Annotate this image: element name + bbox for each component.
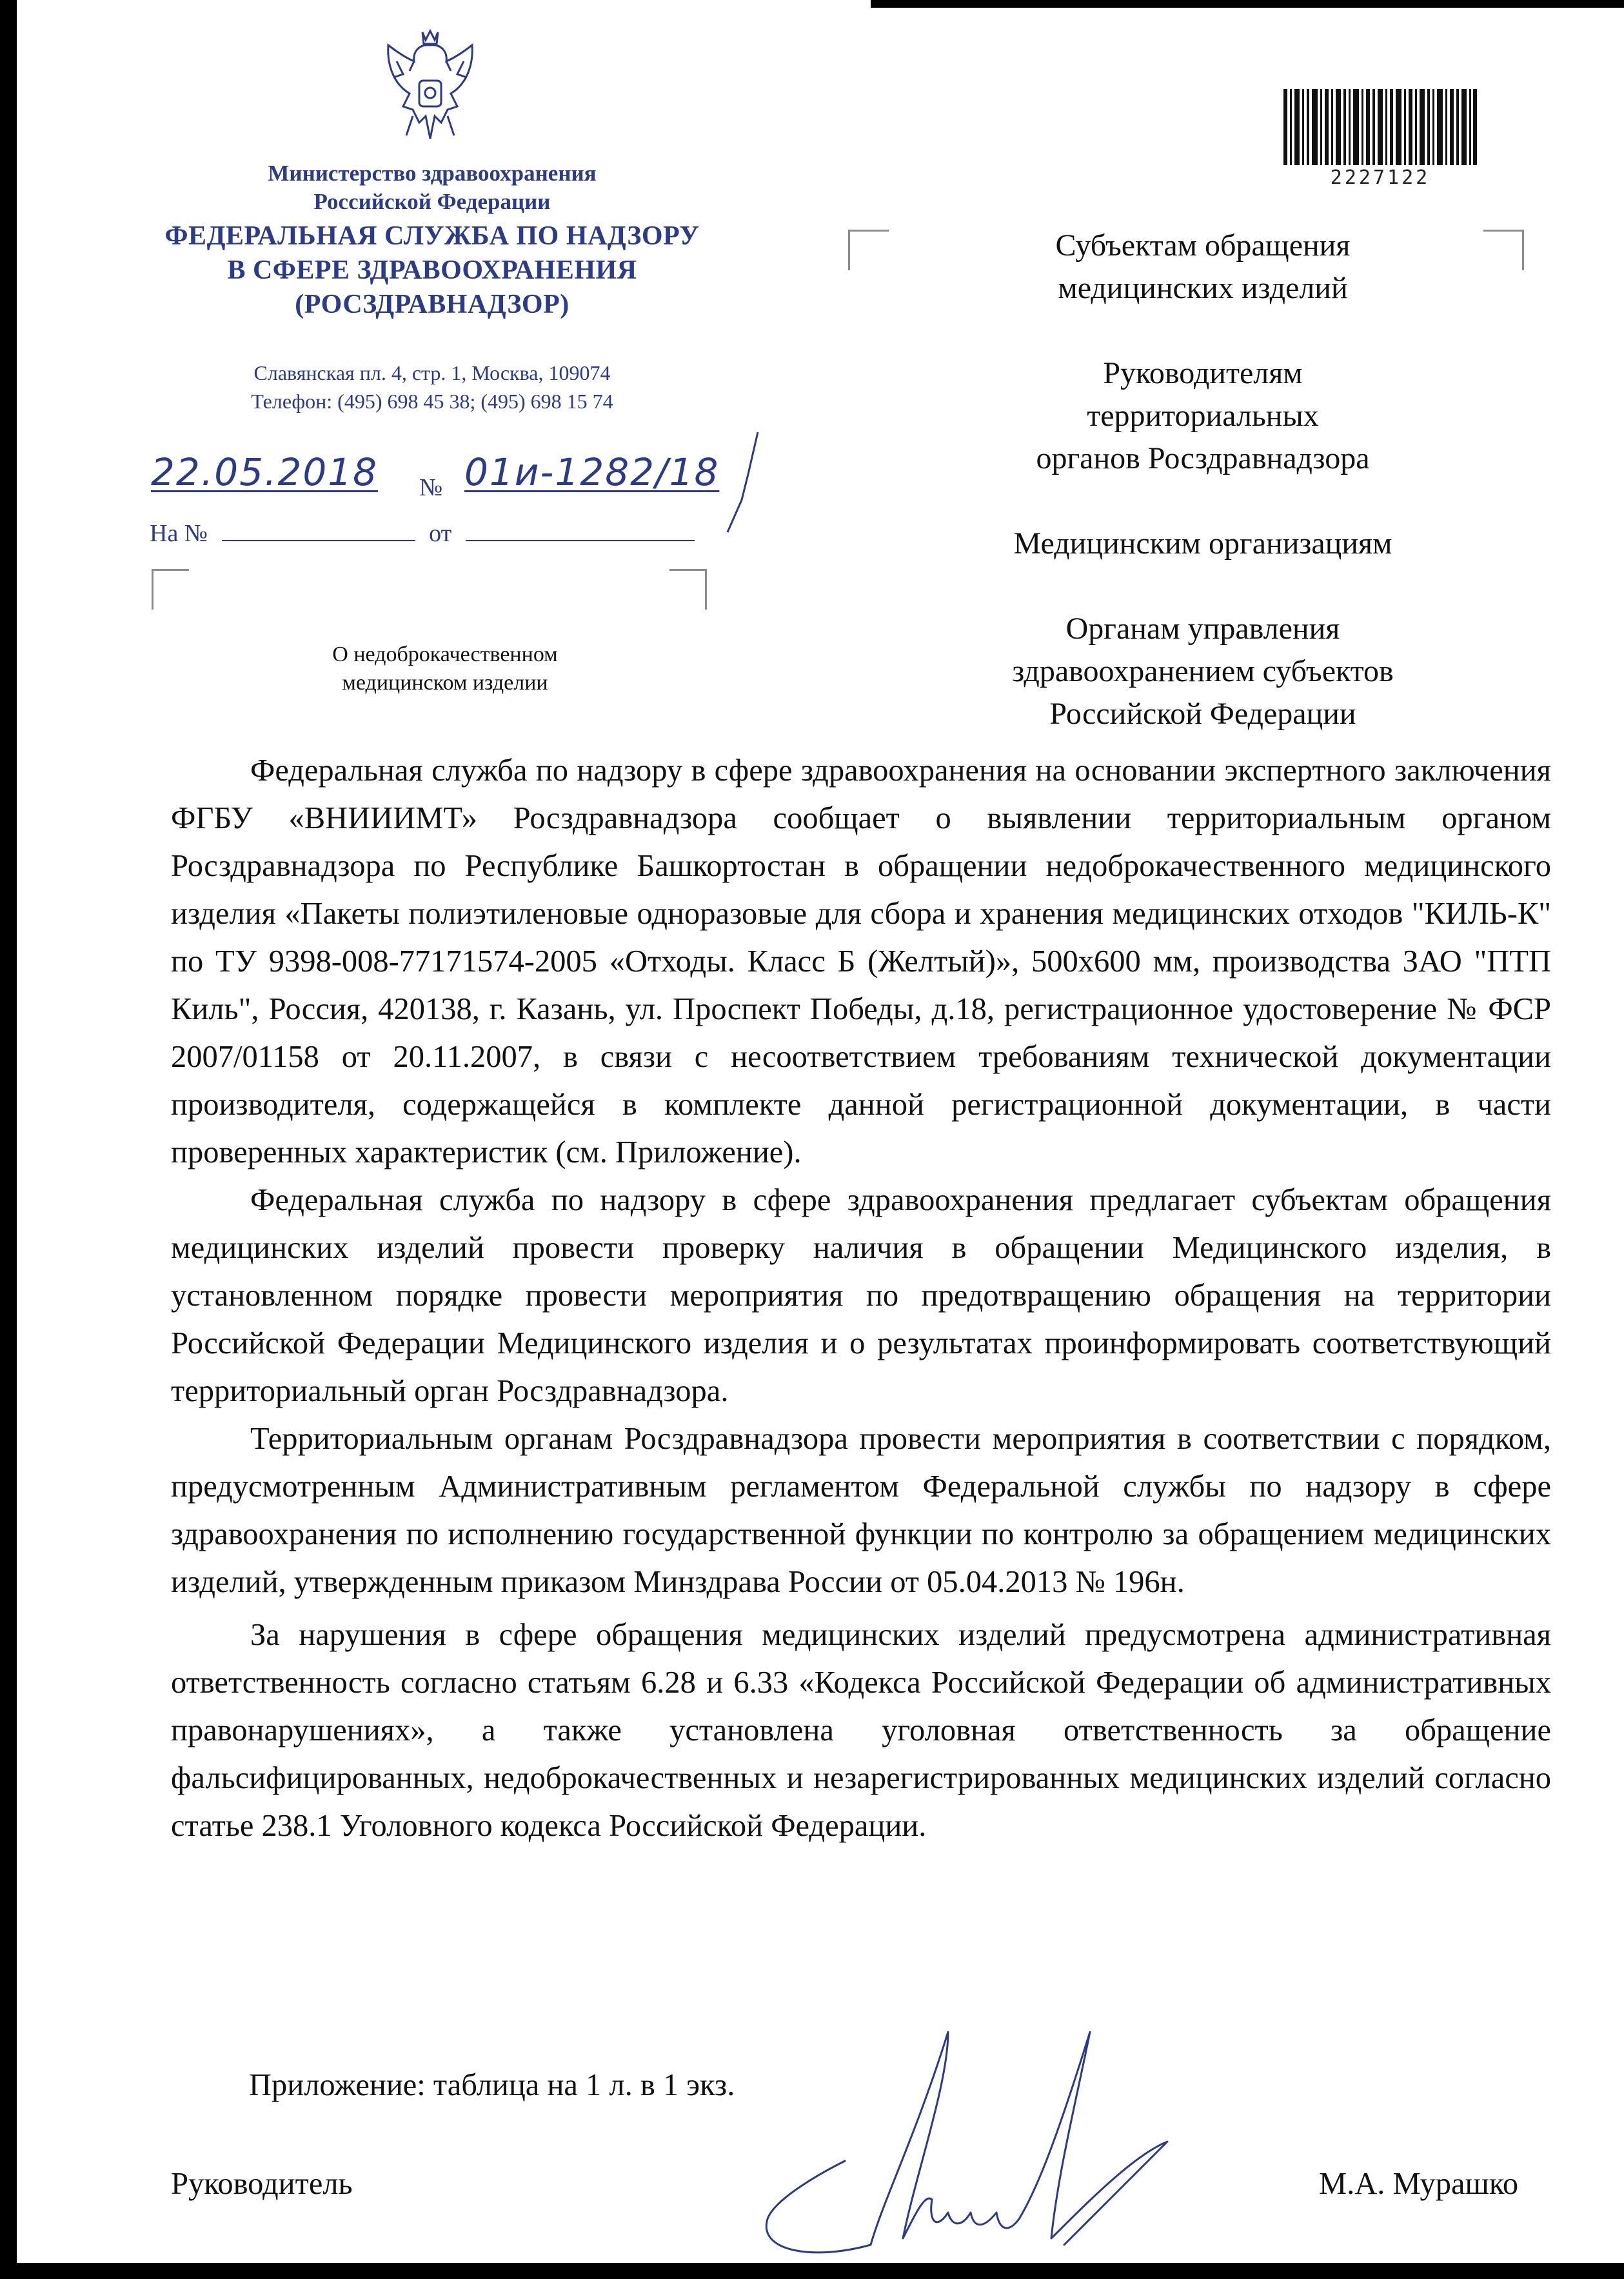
body-paragraph: Территориальным органам Росздравнадзора провести мероприятия в соответствии с порядком, предусмотренным Административным регламентом Федеральной службы по надзору в сфере здравоохранения по исполнению государственной функции по контролю за обращением медицинских изделий, утвержденным приказом Минздрава России от 05.04.2013 № 196н. — [171, 1422, 1551, 1599]
service-line: В СФЕРЕ ЗДРАВООХРАНЕНИЯ — [227, 255, 637, 285]
recipient-group — [948, 522, 1458, 565]
phone-line: Телефон: (495) 698 45 38; (495) 698 15 74 — [251, 390, 613, 413]
service-line: ФЕДЕРАЛЬНАЯ СЛУЖБА ПО НАДЗОРУ — [164, 221, 700, 251]
corner-bracket — [1483, 230, 1524, 270]
recipient-group — [948, 608, 1458, 735]
scan-edge-bottom — [0, 2263, 1624, 2279]
body-paragraph: Федеральная служба по надзору в сфере здравоохранения на основании экспертного заключения ФГБУ «ВНИИИМТ» Росздравнадзора сообщает о выявлении территориальным органом Росздравнадзора по Республике Башкортостан в обращении недоброкачественного медицинского изделия «Пакеты полиэтиленовые одноразовые для сбора и хранения медицинских отходов "КИЛЬ-К" по ТУ 9398-008-77171574-2005 «Отходы. Класс Б (Желтый)», 500х600 мм, производства ЗАО "ПТП Киль", Россия, 420138, г. Казань, ул. Проспект Победы, д.18, регистрационное удостоверение № ФСР 2007/01158 от 20.11.2007, в связи с несоответствием требованиям технической документации производителя, содержащейся в комплекте данной регистрационной документации, в части проверенных характеристик (см. Приложение). — [171, 753, 1551, 1169]
ministry-line: Российской Федерации — [313, 189, 551, 214]
corner-bracket — [848, 230, 889, 270]
number-sign: № — [419, 474, 443, 501]
barcode — [1283, 89, 1477, 165]
subject-line: О недоброкачественном — [332, 642, 558, 666]
scan-edge-left — [0, 0, 17, 2279]
address-line: Славянская пл. 4, стр. 1, Москва, 109074 — [253, 361, 611, 384]
letter-subject — [161, 641, 729, 697]
recipient-line: Медицинским организациям — [1013, 526, 1392, 561]
recipient-line: здравоохранением субъектов — [1012, 654, 1394, 688]
ministry-name — [148, 159, 716, 216]
body-paragraph: За нарушения в сфере обращения медицинских изделий предусмотрена административная ответственность согласно статьям 6.28 и 6.33 «Кодекса Российской Федерации об административных правонарушениях», а также установлена уголовная ответственность за обращение фальсифицированных, недоброкачественных и незарегистрированных медицинских изделий согласно статье 238.1 Уголовного кодекса Российской Федерации. — [171, 1618, 1551, 1843]
recipient-line: органов Росздравнадзора — [1036, 441, 1370, 475]
service-name — [129, 219, 735, 322]
ref-from: от — [429, 520, 452, 547]
scan-edge-top — [871, 0, 1624, 8]
registration-date: 22.05.2018 — [151, 450, 379, 494]
subject-line: медицинском изделии — [342, 671, 548, 695]
recipient-line: Российской Федерации — [1049, 697, 1356, 731]
recipients-block — [948, 224, 1458, 735]
ref-number-blank — [222, 521, 415, 541]
ministry-line: Министерство здравоохранения — [268, 161, 597, 186]
signatory-name: М.А. Мурашко — [1319, 2167, 1519, 2201]
barcode-number: 2227122 — [1330, 166, 1431, 189]
reference-line — [150, 517, 730, 550]
recipient-group — [948, 224, 1458, 310]
recipient-line: Руководителям — [1103, 356, 1303, 390]
registration-number: 01и-1282/18 — [464, 450, 720, 494]
letter-body — [171, 747, 1551, 1850]
signatory-role: Руководитель — [171, 2167, 353, 2201]
ref-prefix: На № — [150, 520, 208, 547]
signature-icon — [755, 2006, 1180, 2264]
corner-bracket — [669, 569, 707, 610]
service-line: (РОСЗДРАВНАДЗОР) — [295, 290, 569, 319]
service-address — [148, 359, 716, 415]
recipient-line: Органам управления — [1065, 612, 1340, 646]
recipient-line: медицинских изделий — [1058, 271, 1348, 305]
coat-of-arms-icon — [374, 26, 487, 152]
recipient-line: Субъектам обращения — [1055, 228, 1351, 263]
appendix-note: Приложение: таблица на 1 л. в 1 экз. — [249, 2068, 735, 2102]
corner-bracket — [152, 569, 189, 610]
recipient-line: территориальных — [1087, 399, 1319, 433]
body-paragraph: Федеральная служба по надзору в сфере здравоохранения предлагает субъектам обращения медицинских изделий провести проверку наличия в обращении Медицинского изделия, в установленном порядке провести мероприятия по предотвращению обращения на территории Российской Федерации Медицинского изделия и о результатах проинформировать соответствующий территориальный орган Росздравнадзора. — [171, 1183, 1551, 1408]
recipient-group — [948, 352, 1458, 480]
ref-date-blank — [466, 521, 695, 541]
